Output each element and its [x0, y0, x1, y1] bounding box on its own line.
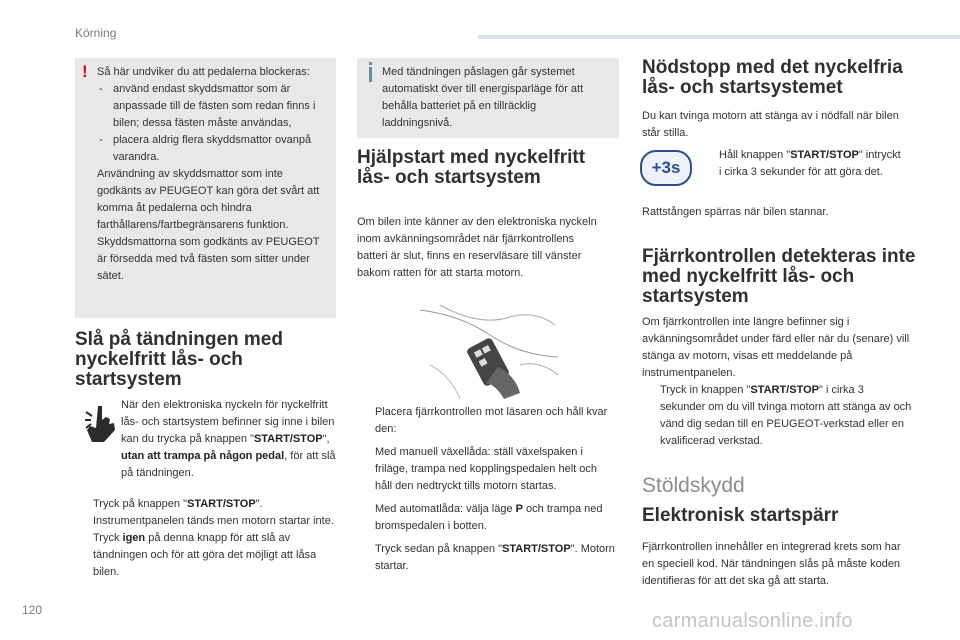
not-detected-heading [642, 247, 922, 307]
emergency-outro: Rattstången spärras när bilen stannar. [642, 206, 829, 218]
step-item: Placera fjärrkontrollen mot läsaren och håll kvar den: [375, 406, 608, 435]
info-icon-dot [369, 62, 372, 65]
plus-3s-icon: +3s [640, 150, 692, 186]
theft-heading: Stöldskydd [642, 474, 745, 497]
emergency-intro: Du kan tvinga motorn att stänga av i nödfall när bilen står stilla. [642, 110, 899, 139]
header-bar [478, 35, 960, 39]
page-number: 120 [22, 603, 43, 617]
immobiliser-text: Fjärrkontrollen innehåller en integrerad krets som har en speciell kod. När tändningen slås på måste koden identifieras för att det ska gå att starta. [642, 541, 901, 587]
hand-press-icon [84, 404, 118, 444]
backup-title: Hjälpstart med nyckelfritt lås- och startsystem [357, 147, 586, 188]
warning-icon: ! [82, 62, 88, 81]
ignition-steps [75, 496, 335, 581]
section-header: Körning [75, 26, 117, 40]
step-item: Tryck på knappen "START/STOP". Instrumentpanelen tänds men motorn startar inte. [93, 498, 334, 527]
step-item: Tryck sedan på knappen "START/STOP". Motorn startar. [375, 543, 615, 572]
warning-item: - använd endast skyddsmattor som är anpassade till de fästen som redan finns i bilen; dessa fästen måste användas, [97, 81, 330, 132]
warning-item: - placera aldrig flera skyddsmattor ovanpå varandra. [97, 132, 330, 166]
step-item: Tryck igen på denna knapp för att slå av tändningen och för att göra det möjligt att låsa bilen. [93, 532, 317, 578]
ignition-heading [75, 330, 325, 390]
info-text: Med tändningen påslagen går systemet automatiskt över till energisparläge för att behålla batteriet på en tillräcklig laddningsnivå. [382, 66, 584, 129]
warning-text [97, 64, 330, 285]
emergency-title: Nödstopp med det nyckelfria lås- och startsystemet [642, 57, 903, 98]
ignition-title: Slå på tändningen med nyckelfritt lås- och startsystem [75, 329, 283, 390]
warning-body: Användning av skyddsmattor som inte godkänts av PEUGEOT kan göra det svårt att komma åt pedalerna och hindra farthållarens/fartbegränsarens funktion. Skyddsmattorna som godkänts av PEUGEOT är försedda med två fästen som sitter under sätet. [97, 168, 320, 282]
info-icon [369, 67, 372, 82]
step-item: Med manuell växellåda: ställ växelspaken i friläge, trampa ned kopplingspedalen helt och håll den nedtryckt tills motorn startas. [375, 446, 597, 492]
watermark: carmanualsonline.info [652, 610, 853, 632]
backup-intro: Om bilen inte känner av den elektroniska nyckeln inom avkänningsområdet när fjärrkontrollens batteri är slut, finns en reservläsare till vänster bakom ratten för att starta motorn. [357, 216, 597, 279]
backup-steps [357, 404, 615, 575]
warning-intro: Så här undviker du att pedalerna blockeras: [97, 66, 310, 78]
backup-reader-illustration [420, 305, 560, 400]
not-detected-title: Fjärrkontrollen detekteras inte med nyckelfritt lås- och startsystem [642, 246, 916, 307]
immobiliser-heading [642, 506, 917, 526]
not-detected-text: Om fjärrkontrollen inte längre befinner sig i avkänningsområdet under färd eller när du (senare) vill stänga av motorn, visas ett meddelande på instrumentpanelen. Tryck in knappen "START/STOP" i cirka 3 sekunder om du vill tvinga motorn att stänga av och vänd dig sedan till en PEUGEOT-verkstad eller en kvalificerad verkstad. [642, 316, 912, 447]
backup-heading [357, 148, 612, 188]
ignition-intro: När den elektroniska nyckeln för nyckelfritt lås- och startsystem befinner sig inne i bilen kan du trycka på knappen "START/STOP", utan att trampa på någon pedal, för att slå på tändningen. [121, 399, 336, 479]
emergency-heading [642, 58, 917, 98]
immobiliser-title: Elektronisk startspärr [642, 505, 839, 526]
step-item: Med automatlåda: välja läge P och trampa ned bromspedalen i botten. [375, 503, 603, 532]
emergency-step: Håll knappen "START/STOP" intryckt i cirka 3 sekunder för att göra det. [719, 149, 901, 178]
